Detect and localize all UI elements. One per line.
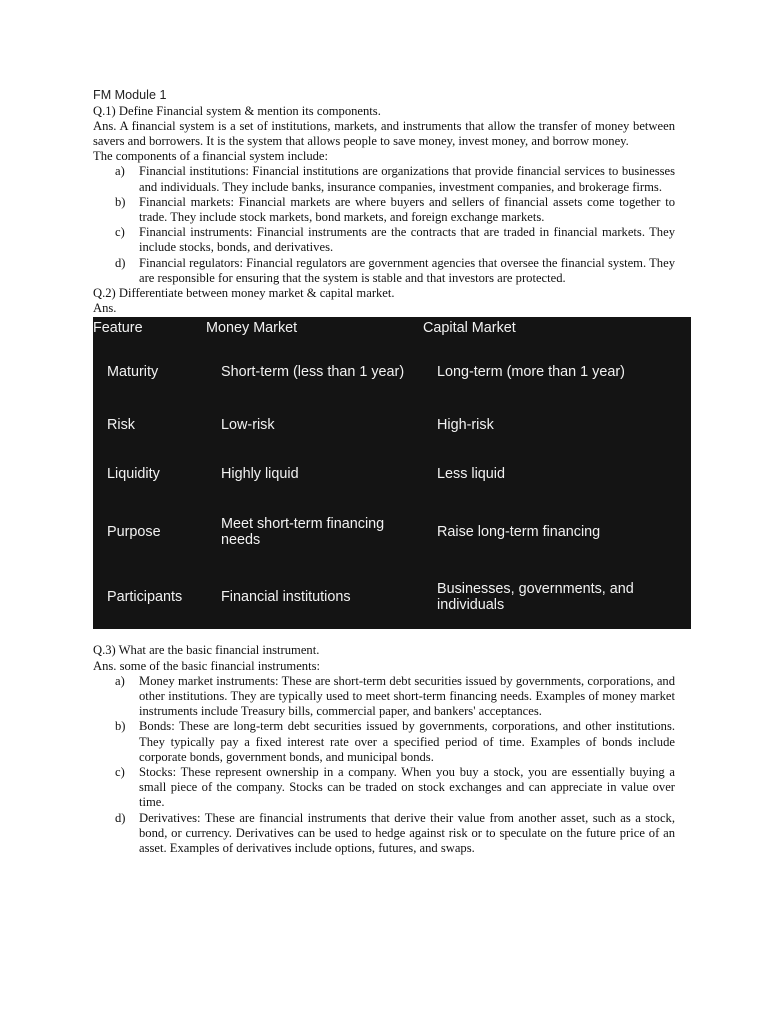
- table-cell: Purpose: [107, 524, 161, 541]
- table-cell: Maturity: [107, 364, 159, 381]
- document-page: [93, 88, 675, 856]
- comparison-table: [93, 317, 691, 629]
- doc-title: FM Module 1: [93, 88, 167, 102]
- list-item: [93, 811, 675, 857]
- q1-intro: The components of a financial system include:: [93, 149, 329, 164]
- table-row: [93, 350, 691, 394]
- list-item-text: Financial markets: Financial markets are where buyers and sellers of financial assets come together to trade. They include stock markets, bond markets, and foreign exchange markets.: [139, 194, 675, 224]
- list-marker: a): [115, 164, 125, 179]
- table-cell: Raise long-term financing: [437, 524, 601, 541]
- q1-question: Q.1) Define Financial system & mention its components.: [93, 103, 381, 118]
- q3-instrument-list: [93, 674, 675, 856]
- table-cell: Long-term (more than 1 year): [437, 364, 625, 381]
- list-item: [93, 256, 675, 286]
- list-marker: d): [115, 810, 126, 825]
- list-item-text: Derivatives: These are financial instruments that derive their value from another asset, such as a stock, bond, or currency. Derivatives can be used to hedge against risk or to speculate on the future price of an asset. Examples of derivatives include options, futures, and swaps.: [139, 810, 675, 855]
- header-money-market: Money Market: [206, 320, 298, 337]
- list-item: [93, 225, 675, 255]
- table-row: [93, 464, 691, 484]
- list-item-text: Financial regulators: Financial regulators are government agencies that oversee the financial system. They are responsible for ensuring that the system is stable and that investors are protected.: [139, 255, 675, 285]
- list-item-text: Financial institutions: Financial institutions are organizations that provide financial services to businesses and individuals. They include banks, insurance companies, investment companies, and brokerage firms.: [139, 164, 675, 194]
- q2-answer: Ans.: [93, 301, 117, 316]
- table-cell: Less liquid: [437, 466, 505, 483]
- list-marker: d): [115, 255, 126, 270]
- q2-question: Q.2) Differentiate between money market & capital market.: [93, 285, 395, 300]
- list-marker: c): [115, 764, 125, 779]
- q3-answer: Ans. some of the basic financial instruments:: [93, 658, 320, 673]
- list-item: [93, 719, 675, 765]
- table-row: [93, 575, 691, 619]
- table-cell: Financial institutions: [221, 589, 351, 606]
- table-cell: Low-risk: [221, 417, 275, 434]
- list-item-text: Financial instruments: Financial instruments are the contracts that are traded in financial markets. They include stocks, bonds, and derivatives.: [139, 225, 675, 255]
- table-row: [93, 415, 691, 435]
- table-cell: Meet short-term financing needs: [221, 515, 385, 549]
- list-marker: c): [115, 225, 125, 240]
- header-capital-market: Capital Market: [423, 320, 516, 337]
- table-cell: High-risk: [437, 417, 494, 434]
- list-marker: b): [115, 719, 126, 734]
- table-cell: Short-term (less than 1 year): [221, 364, 405, 381]
- q3-question: Q.3) What are the basic financial instrument.: [93, 643, 320, 658]
- table-cell: Highly liquid: [221, 466, 299, 483]
- list-item: [93, 164, 675, 194]
- table-header-row: [93, 320, 691, 338]
- list-item-text: Stocks: These represent ownership in a company. When you buy a stock, you are essentially buying a small piece of the company. Stocks can be traded on stock exchanges and can appreciate in value over time.: [139, 764, 675, 810]
- q1-component-list: [93, 164, 675, 286]
- table-cell: Participants: [107, 589, 183, 606]
- list-item-text: Bonds: These are long-term debt securities issued by governments, corporations, and other institutions. They typically pay a fixed interest rate over a specified period of time. Examples of bonds include corporate bonds, government bonds, and municipal bonds.: [139, 719, 675, 764]
- table-cell: Risk: [107, 417, 135, 434]
- table-cell: Liquidity: [107, 466, 160, 483]
- list-item: [93, 765, 675, 811]
- table-cell: Businesses, governments, and individuals: [437, 580, 634, 614]
- list-item: [93, 674, 675, 720]
- table-row: [93, 510, 691, 554]
- q1-answer: Ans. A financial system is a set of institutions, markets, and instruments that allow the transfer of money between savers and borrowers. It is the system that allows people to save money, invest money, and borrow money.: [93, 118, 675, 148]
- list-marker: b): [115, 194, 126, 209]
- list-item: [93, 195, 675, 225]
- list-marker: a): [115, 673, 125, 688]
- list-item-text: Money market instruments: These are short-term debt securities issued by governments, corporations, and other institutions. They are typically used to meet short-term financing needs. Examples of money market instruments include Treasury bills, commercial paper, and bankers' acceptances.: [139, 673, 675, 719]
- header-feature: Feature: [93, 320, 143, 337]
